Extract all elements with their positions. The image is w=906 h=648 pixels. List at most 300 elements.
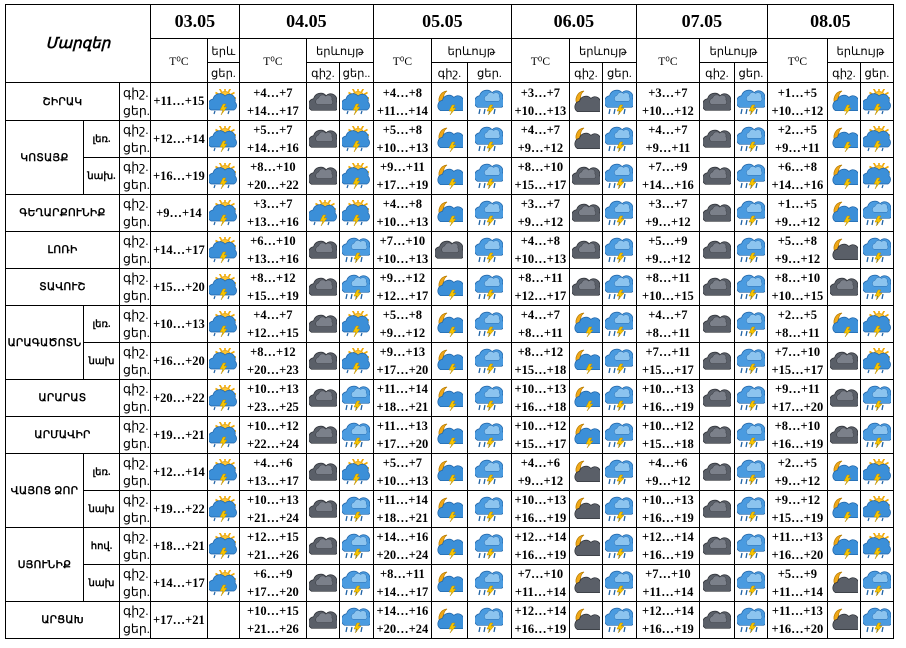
night-temp: +5…+7 [253, 123, 293, 137]
day-weather-cell [602, 306, 636, 343]
night-weather-cell [569, 195, 602, 232]
moon-storm-cloud-icon [828, 200, 860, 226]
temp-range-cell [511, 195, 569, 232]
night-weather-cell [827, 491, 860, 528]
temp-range-cell [239, 83, 306, 121]
night-weather-cell [306, 454, 339, 491]
temp-range-cell [373, 83, 431, 121]
time-of-day-labels: գիշ. ցեր. [120, 565, 151, 602]
rain-storm-cloud-icon [340, 570, 373, 596]
day-temp: +10…+13 [514, 252, 567, 266]
subregion-label: նախ [84, 565, 120, 602]
night-temp: +8…+10 [774, 419, 821, 433]
night-weather-cell [569, 602, 602, 639]
day-weather-cell [467, 121, 511, 158]
day-weather-cell [339, 269, 373, 306]
day-weather-cell [602, 158, 636, 195]
temp-range-cell [239, 343, 306, 380]
dark-cloud-icon [700, 385, 734, 411]
region-name: ՍՅՈՒՆԻՔ [6, 528, 84, 602]
sun-storm-cloud-icon [208, 459, 239, 485]
sun-storm-cloud-icon [340, 311, 373, 337]
rain-storm-cloud-icon [603, 200, 636, 226]
rain-storm-cloud-icon [468, 459, 511, 485]
day-weather-cell [860, 565, 893, 602]
region-name: ԱՐՄԱՎԻՐ [6, 417, 120, 454]
temp-range-cell [636, 121, 699, 158]
weather-icon-cell [207, 491, 239, 528]
temp-range-cell [239, 454, 306, 491]
region-row [6, 491, 894, 528]
temp-range-cell [636, 454, 699, 491]
rain-storm-cloud-icon [340, 385, 373, 411]
day-weather-cell [339, 491, 373, 528]
night-temp: +7…+10 [379, 234, 426, 248]
night-weather-cell [699, 121, 734, 158]
day-weather-cell [860, 454, 893, 491]
night-temp: +8…+10 [250, 160, 296, 174]
temp-range-cell [239, 380, 306, 417]
night-weather-cell [306, 306, 339, 343]
weather-icon-cell [207, 195, 239, 232]
moon-storm-cloud-icon [432, 385, 467, 411]
rain-storm-cloud-icon [735, 385, 767, 411]
day-temp: +12…+17 [376, 289, 429, 303]
temp-range-cell [239, 195, 306, 232]
regions-header: Մարզեր [6, 5, 151, 83]
moon-cloud-icon [570, 533, 602, 559]
night-header: գիշ. [569, 63, 602, 83]
night-temp: +7…+9 [648, 160, 688, 174]
region-name: ԳԵՂԱՐՔՈՒՆԻՔ [6, 195, 120, 232]
temp-range-cell [767, 454, 827, 491]
day-weather-cell [602, 343, 636, 380]
day-weather-cell [467, 528, 511, 565]
day-weather-cell [467, 380, 511, 417]
temp-header: T⁰C [511, 39, 569, 83]
night-temp: +3…+7 [253, 197, 293, 211]
time-of-day-labels: գիշ. ցեր. [120, 528, 151, 565]
temp-range-cell [239, 158, 306, 195]
temp-range-cell [239, 232, 306, 269]
day-weather-cell [734, 269, 767, 306]
dark-cloud-icon [307, 311, 339, 337]
night-weather-cell [699, 158, 734, 195]
sun-storm-cloud-icon [340, 459, 373, 485]
night-temp: +4…+7 [253, 308, 293, 322]
sun-storm-cloud-icon [861, 89, 893, 115]
moon-storm-cloud-icon [432, 422, 467, 448]
temp-range-cell [767, 417, 827, 454]
temp-range-cell [239, 306, 306, 343]
moon-cloud-icon [570, 459, 602, 485]
sun-storm-cloud-icon [208, 274, 239, 300]
weather-icon-cell [207, 454, 239, 491]
night-temp: +10…+12 [247, 419, 299, 433]
rain-storm-cloud-icon [468, 607, 511, 633]
day-temp: +17…+20 [771, 400, 824, 414]
day-temp: +9…+12 [517, 215, 564, 229]
day-temp: +10…+13 [514, 103, 567, 118]
subregion-label: նախ [84, 491, 120, 528]
temp-range-cell [767, 491, 827, 528]
temp-range-cell [767, 343, 827, 380]
day-weather-cell [602, 528, 636, 565]
night-weather-cell [827, 528, 860, 565]
temp-range-cell [767, 121, 827, 158]
night-weather-cell [699, 565, 734, 602]
dark-cloud-icon [307, 126, 339, 152]
temp-range-cell [373, 602, 431, 639]
time-of-day-labels: գիշ. ցեր. [120, 343, 151, 380]
phenomenon-header: երևույթ [569, 39, 636, 63]
rain-storm-cloud-icon [340, 274, 373, 300]
day-weather-cell [467, 306, 511, 343]
sun-storm-cloud-icon [208, 422, 239, 448]
temp-range-cell [511, 158, 569, 195]
night-temp: +5…+7 [382, 456, 423, 470]
temp-range-cell [239, 269, 306, 306]
day-header: ցեր.. [339, 63, 373, 83]
day-temp: +17…+20 [247, 585, 299, 599]
day-temp: +20…+23 [247, 363, 299, 377]
temp-range-cell [767, 528, 827, 565]
rain-storm-cloud-icon [735, 89, 767, 115]
rain-storm-cloud-icon [735, 570, 767, 596]
night-weather-cell [306, 232, 339, 269]
date-header: 05.05 [373, 5, 511, 39]
dark-cloud-icon [307, 533, 339, 559]
phenomenon-header: երևույթ [431, 39, 511, 63]
sun-storm-cloud-icon [861, 311, 893, 337]
day-weather-cell [467, 232, 511, 269]
day-weather-cell [467, 491, 511, 528]
night-weather-cell [431, 380, 467, 417]
day-temp: +11…+14 [514, 585, 566, 599]
day-weather-cell [734, 491, 767, 528]
dark-cloud-icon [307, 459, 339, 485]
region-name: ԱՐԱՐԱՏ [6, 380, 120, 417]
night-temp: +10…+13 [642, 493, 694, 507]
sun-storm-cloud-icon [208, 496, 239, 522]
day-temp: +12…+17 [514, 289, 567, 303]
weather-icon-cell [207, 232, 239, 269]
region-row [6, 380, 894, 417]
night-weather-cell [827, 417, 860, 454]
dark-cloud-icon [828, 385, 860, 411]
night-weather-cell [827, 306, 860, 343]
moon-storm-cloud-icon [432, 163, 467, 189]
night-weather-cell [699, 454, 734, 491]
weather-icon-cell [207, 528, 239, 565]
moon-storm-cloud-icon [570, 422, 602, 448]
rain-storm-cloud-icon [861, 200, 893, 226]
temp-day1: +19…+21 [150, 417, 207, 454]
temp-range-cell [239, 121, 306, 158]
night-temp: +12…+14 [514, 604, 567, 618]
day-temp: +9…+11 [645, 141, 691, 155]
day-weather-cell [339, 158, 373, 195]
moon-cloud-icon [570, 496, 602, 522]
subregion-label: նախ. [84, 158, 120, 195]
sun-storm-cloud-icon [208, 200, 239, 226]
temp-range-cell [636, 343, 699, 380]
time-of-day-labels: գիշ. ցեր. [120, 83, 151, 121]
dark-cloud-icon [700, 311, 734, 337]
region-row [6, 121, 894, 158]
temp-day1: +14…+17 [150, 232, 207, 269]
day-temp: +15…+17 [514, 178, 567, 192]
rain-storm-cloud-icon [861, 422, 893, 448]
night-temp: +12…+15 [247, 530, 299, 544]
night-temp: +3…+7 [520, 85, 561, 100]
night-temp: +7…+10 [517, 567, 564, 581]
day-weather-cell [734, 158, 767, 195]
day-temp: +15…+18 [514, 363, 567, 377]
temp-range-cell [373, 343, 431, 380]
rain-storm-cloud-icon [603, 570, 636, 596]
day-temp: +21…+26 [247, 622, 299, 636]
day-temp: +15…+17 [642, 363, 694, 377]
day-weather-cell [602, 232, 636, 269]
temp-range-cell [511, 528, 569, 565]
day-weather-cell [339, 565, 373, 602]
night-weather-cell [431, 343, 467, 380]
night-weather-cell [431, 83, 467, 121]
sun-storm-cloud-icon [208, 533, 239, 559]
night-weather-cell [827, 343, 860, 380]
dark-cloud-icon [307, 385, 339, 411]
rain-storm-cloud-icon [340, 496, 373, 522]
temp-range-cell [636, 232, 699, 269]
night-temp: +4…+7 [648, 123, 688, 137]
rain-storm-cloud-icon [340, 237, 373, 263]
night-header: գիշ. [431, 63, 467, 83]
day-weather-cell [602, 121, 636, 158]
rain-storm-cloud-icon [603, 459, 636, 485]
day-weather-cell [602, 565, 636, 602]
day-temp: +16…+19 [514, 511, 567, 525]
night-temp: +10…+13 [247, 493, 299, 507]
moon-storm-cloud-icon [432, 496, 467, 522]
temp-range-cell [511, 491, 569, 528]
weather-icon-cell [207, 380, 239, 417]
day-temp: +16…+19 [514, 548, 567, 562]
temp-range-cell [767, 195, 827, 232]
night-temp: +7…+10 [645, 567, 691, 581]
rain-storm-cloud-icon [861, 607, 893, 633]
night-header: գիշ. [699, 63, 734, 83]
sun-storm-cloud-icon [861, 496, 893, 522]
day-temp: +9…+12 [645, 474, 691, 488]
night-temp: +8…+11 [379, 567, 425, 581]
night-temp: +8…+12 [517, 345, 564, 359]
moon-storm-cloud-icon [828, 89, 860, 115]
day-weather-cell [339, 528, 373, 565]
night-temp: +3…+7 [520, 197, 561, 211]
temp-range-cell [511, 232, 569, 269]
region-row [6, 195, 894, 232]
date-header: 04.05 [239, 5, 373, 39]
moon-storm-cloud-icon [432, 607, 467, 633]
day-weather-cell [860, 195, 893, 232]
night-weather-cell [569, 454, 602, 491]
day-weather-cell [734, 306, 767, 343]
region-row [6, 269, 894, 306]
weather-icon-cell [207, 158, 239, 195]
temp-range-cell [511, 83, 569, 121]
temp-day1: +20…+22 [150, 380, 207, 417]
moon-cloud-icon [570, 607, 602, 633]
night-temp: +4…+7 [648, 308, 688, 322]
night-temp: +3…+7 [648, 85, 688, 100]
night-weather-cell [431, 158, 467, 195]
night-weather-cell [827, 602, 860, 639]
night-weather-cell [569, 565, 602, 602]
region-row [6, 306, 894, 343]
night-temp: +2…+5 [777, 308, 818, 322]
dark-cloud-icon [700, 200, 734, 226]
day-temp: +9…+12 [645, 252, 691, 266]
date-header: 07.05 [636, 5, 767, 39]
day-temp: +11…+14 [642, 585, 694, 599]
time-of-day-labels: գիշ. ցեր. [120, 195, 151, 232]
night-weather-cell [569, 417, 602, 454]
day-weather-cell [602, 83, 636, 121]
night-temp: +5…+9 [777, 567, 818, 581]
temp-day1: +9…+14 [150, 195, 207, 232]
dark-cloud-icon [700, 533, 734, 559]
night-weather-cell [306, 158, 339, 195]
night-temp: +6…+9 [253, 567, 293, 581]
rain-storm-cloud-icon [735, 348, 767, 374]
dark-cloud-icon [700, 89, 734, 115]
dark-cloud-icon [307, 274, 339, 300]
rain-storm-cloud-icon [468, 237, 511, 263]
dark-cloud-icon [828, 274, 860, 300]
day-weather-cell [339, 195, 373, 232]
temp-range-cell [239, 417, 306, 454]
night-weather-cell [431, 232, 467, 269]
day-temp: +10…+15 [642, 289, 694, 303]
rain-storm-cloud-icon [861, 570, 893, 596]
day-weather-cell [467, 158, 511, 195]
day-weather-cell [860, 528, 893, 565]
day-temp: +18…+21 [376, 511, 429, 525]
night-temp: +4…+8 [520, 234, 561, 248]
time-of-day-labels: գիշ. ցեր. [120, 158, 151, 195]
day-temp: +15…+18 [642, 437, 694, 451]
dark-cloud-icon [700, 570, 734, 596]
day-temp: +16…+19 [642, 548, 694, 562]
night-temp: +10…+12 [514, 419, 567, 433]
weather-icon-cell [207, 343, 239, 380]
rain-storm-cloud-icon [340, 422, 373, 448]
day-weather-cell [734, 565, 767, 602]
night-temp: +11…+14 [376, 493, 428, 507]
subregion-label: լեռ. [84, 454, 120, 491]
night-temp: +10…+13 [642, 382, 694, 396]
region-row [6, 83, 894, 121]
time-of-day-labels: գիշ. ցեր. [120, 417, 151, 454]
moon-storm-cloud-icon [432, 533, 467, 559]
moon-cloud-icon [570, 570, 602, 596]
dark-cloud-icon [570, 163, 602, 189]
day-weather-cell [339, 306, 373, 343]
temp-header: T⁰C [636, 39, 699, 83]
temp-range-cell [636, 195, 699, 232]
sun-storm-cloud-icon [861, 533, 893, 559]
weather-icon-cell [207, 83, 239, 121]
region-name: ԱՐԱԳԱԾՈՏՆ [6, 306, 84, 380]
day-weather-cell [467, 602, 511, 639]
sun-storm-cloud-icon [861, 126, 893, 152]
night-temp: +8…+11 [517, 271, 563, 285]
rain-storm-cloud-icon [735, 311, 767, 337]
day-temp: +16…+19 [514, 622, 567, 636]
day-weather-cell [734, 195, 767, 232]
temp-range-cell [373, 565, 431, 602]
day-temp: +9…+12 [774, 252, 821, 266]
night-weather-cell [699, 380, 734, 417]
day-temp: +22…+24 [247, 437, 299, 451]
rain-storm-cloud-icon [468, 348, 511, 374]
day-weather-cell [734, 417, 767, 454]
temp-range-cell [373, 158, 431, 195]
night-weather-cell [431, 528, 467, 565]
sun-storm-cloud-icon [340, 89, 373, 115]
temp-day1: +17…+21 [150, 602, 207, 639]
temp-range-cell [636, 158, 699, 195]
night-weather-cell [569, 343, 602, 380]
temp-day1: +10…+13 [150, 306, 207, 343]
night-weather-cell [431, 454, 467, 491]
sun-storm-cloud-icon [307, 200, 339, 226]
day-temp: +14…+16 [642, 178, 694, 192]
temp-range-cell [373, 306, 431, 343]
temp-range-cell [373, 454, 431, 491]
day-temp: +9…+12 [645, 215, 691, 229]
temp-range-cell [373, 195, 431, 232]
temp-range-cell [511, 454, 569, 491]
dark-cloud-icon [700, 126, 734, 152]
day-weather-cell [339, 417, 373, 454]
night-weather-cell [569, 158, 602, 195]
temp-range-cell [767, 602, 827, 639]
day-temp: +21…+26 [247, 548, 299, 562]
rain-storm-cloud-icon [735, 459, 767, 485]
sun-storm-cloud-icon [208, 89, 239, 115]
night-weather-cell [827, 269, 860, 306]
rain-storm-cloud-icon [468, 496, 511, 522]
weather-icon-cell [207, 565, 239, 602]
dark-cloud-icon [432, 237, 467, 263]
sun-storm-cloud-icon [340, 348, 373, 374]
temp-range-cell [636, 528, 699, 565]
day-temp: +16…+20 [771, 548, 824, 562]
dark-cloud-icon [570, 200, 602, 226]
night-weather-cell [431, 491, 467, 528]
night-weather-cell [306, 195, 339, 232]
night-temp: +4…+6 [648, 456, 688, 470]
day-temp: +16…+19 [771, 437, 824, 451]
night-temp: +1…+5 [777, 197, 818, 211]
rain-storm-cloud-icon [735, 496, 767, 522]
night-weather-cell [569, 528, 602, 565]
rain-storm-cloud-icon [340, 607, 373, 633]
sun-storm-cloud-icon [208, 607, 239, 633]
night-weather-cell [431, 269, 467, 306]
